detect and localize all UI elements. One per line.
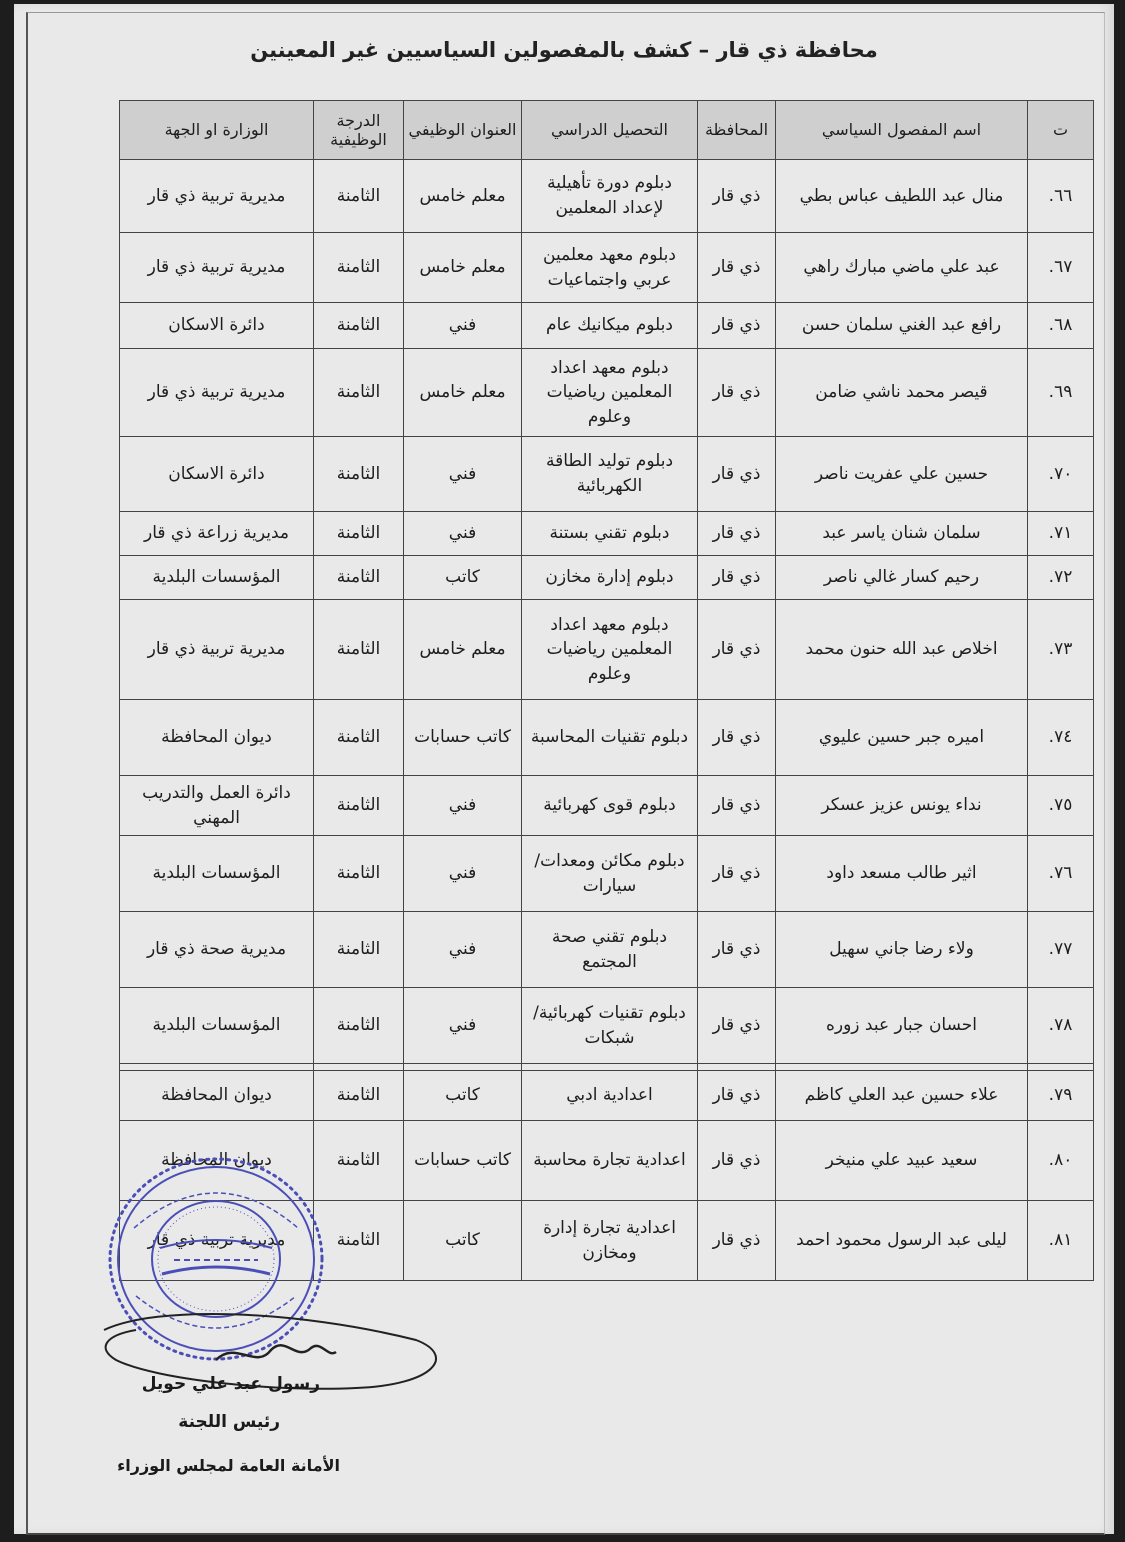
cell-province: ذي قار <box>698 700 776 776</box>
cell-job-title: فني <box>404 437 522 512</box>
cell-ministry: مديرية صحة ذي قار <box>120 912 314 988</box>
cell-province: ذي قار <box>698 1121 776 1201</box>
cell-job-title: كاتب <box>404 556 522 600</box>
cell-education: دبلوم تقني بستنة <box>522 512 698 556</box>
cell-job-title: فني <box>404 988 522 1064</box>
cell-seq: ٦٨. <box>1028 303 1094 349</box>
cell-seq: ٧٥. <box>1028 776 1094 836</box>
cell-name: اثير طالب مسعد داود <box>776 836 1028 912</box>
cell-ministry: المؤسسات البلدية <box>120 988 314 1064</box>
cell-job-title: معلم خامس <box>404 160 522 233</box>
cell-name: سلمان شنان ياسر عبد <box>776 512 1028 556</box>
cell-education: دبلوم ميكانيك عام <box>522 303 698 349</box>
cell-job-title: معلم خامس <box>404 349 522 437</box>
table-separator-row <box>120 1064 1094 1071</box>
cell-name: ولاء رضا جاني سهيل <box>776 912 1028 988</box>
cell-ministry: المؤسسات البلدية <box>120 556 314 600</box>
cell-grade: الثامنة <box>314 303 404 349</box>
cell-ministry: مديرية تربية ذي قار <box>120 600 314 700</box>
table-row <box>120 836 1094 912</box>
cell-seq: ٧٨. <box>1028 988 1094 1064</box>
table-row <box>120 1071 1094 1121</box>
cell-ministry: مديرية تربية ذي قار <box>120 160 314 233</box>
cell-grade: الثامنة <box>314 1071 404 1121</box>
cell-province: ذي قار <box>698 437 776 512</box>
table-row <box>120 1201 1094 1281</box>
cell-name: عبد علي ماضي مبارك راهي <box>776 233 1028 303</box>
cell-job-title: فني <box>404 912 522 988</box>
table-row <box>120 912 1094 988</box>
header-seq: ت <box>1028 101 1094 160</box>
cell-job-title: معلم خامس <box>404 233 522 303</box>
cell-seq: ٧٢. <box>1028 556 1094 600</box>
cell-job-title: فني <box>404 303 522 349</box>
cell-name: اميره جبر حسين عليوي <box>776 700 1028 776</box>
document-page <box>14 4 1114 1534</box>
cell-name: رافع عبد الغني سلمان حسن <box>776 303 1028 349</box>
cell-province: ذي قار <box>698 556 776 600</box>
cell-name: نداء يونس عزيز عسكر <box>776 776 1028 836</box>
cell-grade: الثامنة <box>314 836 404 912</box>
cell-seq: ٦٩. <box>1028 349 1094 437</box>
table-row <box>120 233 1094 303</box>
cell-province: ذي قار <box>698 600 776 700</box>
cell-seq: ٧٣. <box>1028 600 1094 700</box>
signatory-name: رسول عبد علي حويل <box>141 1374 320 1394</box>
table-row <box>120 776 1094 836</box>
cell-education: دبلوم معهد معلمين عربي واجتماعيات <box>522 233 698 303</box>
cell-grade: الثامنة <box>314 988 404 1064</box>
cell-grade: الثامنة <box>314 912 404 988</box>
cell-grade: الثامنة <box>314 600 404 700</box>
cell-seq: ٦٦. <box>1028 160 1094 233</box>
cell-job-title: فني <box>404 776 522 836</box>
cell-name: حسين علي عفريت ناصر <box>776 437 1028 512</box>
cell-name: قيصر محمد ناشي ضامن <box>776 349 1028 437</box>
cell-grade: الثامنة <box>314 556 404 600</box>
table-header-row <box>120 101 1094 160</box>
cell-province: ذي قار <box>698 512 776 556</box>
cell-province: ذي قار <box>698 160 776 233</box>
header-job-title: العنوان الوظيفي <box>404 101 522 160</box>
cell-name: ليلى عبد الرسول محمود احمد <box>776 1201 1028 1281</box>
cell-ministry: ديوان المحافظة <box>120 700 314 776</box>
table-row <box>120 437 1094 512</box>
cell-education: دبلوم تقني صحة المجتمع <box>522 912 698 988</box>
cell-ministry: مديرية تربية ذي قار <box>120 1201 314 1281</box>
cell-education: دبلوم مكائن ومعدات/سيارات <box>522 836 698 912</box>
cell-seq: ٧٦. <box>1028 836 1094 912</box>
cell-education: اعدادية تجارة محاسبة <box>522 1121 698 1201</box>
cell-grade: الثامنة <box>314 1121 404 1201</box>
cell-ministry: مديرية زراعة ذي قار <box>120 512 314 556</box>
table-row <box>120 700 1094 776</box>
signatory-organization: الأمانة العامة لمجلس الوزراء <box>117 1456 340 1475</box>
cell-ministry: ديوان المحافظة <box>120 1121 314 1201</box>
cell-name: اخلاص عبد الله حنون محمد <box>776 600 1028 700</box>
cell-seq: ٦٧. <box>1028 233 1094 303</box>
cell-seq: ٨٠. <box>1028 1121 1094 1201</box>
cell-province: ذي قار <box>698 836 776 912</box>
cell-seq: ٧٩. <box>1028 1071 1094 1121</box>
header-province: المحافظة <box>698 101 776 160</box>
cell-education: دبلوم تقنيات المحاسبة <box>522 700 698 776</box>
cell-job-title: فني <box>404 512 522 556</box>
cell-education: دبلوم معهد اعداد المعلمين رياضيات وعلوم <box>522 349 698 437</box>
cell-education: دبلوم معهد اعداد المعلمين رياضيات وعلوم <box>522 600 698 700</box>
table-row <box>120 512 1094 556</box>
cell-ministry: دائرة الاسكان <box>120 437 314 512</box>
cell-job-title: فني <box>404 836 522 912</box>
table-row <box>120 988 1094 1064</box>
cell-seq: ٧٠. <box>1028 437 1094 512</box>
table-row <box>120 600 1094 700</box>
cell-grade: الثامنة <box>314 700 404 776</box>
cell-province: ذي قار <box>698 988 776 1064</box>
cell-province: ذي قار <box>698 912 776 988</box>
cell-province: ذي قار <box>698 303 776 349</box>
cell-job-title: كاتب حسابات <box>404 1121 522 1201</box>
cell-seq: ٧٧. <box>1028 912 1094 988</box>
header-grade: الدرجة الوظيفية <box>314 101 404 160</box>
cell-grade: الثامنة <box>314 160 404 233</box>
cell-province: ذي قار <box>698 349 776 437</box>
cell-ministry: مديرية تربية ذي قار <box>120 349 314 437</box>
cell-grade: الثامنة <box>314 349 404 437</box>
cell-ministry: دائرة الاسكان <box>120 303 314 349</box>
table-row <box>120 1121 1094 1201</box>
cell-job-title: كاتب حسابات <box>404 700 522 776</box>
cell-grade: الثامنة <box>314 776 404 836</box>
header-education: التحصيل الدراسي <box>522 101 698 160</box>
cell-province: ذي قار <box>698 1201 776 1281</box>
cell-ministry: المؤسسات البلدية <box>120 836 314 912</box>
cell-education: دبلوم قوى كهربائية <box>522 776 698 836</box>
cell-education: اعدادية تجارة إدارة ومخازن <box>522 1201 698 1281</box>
cell-education: دبلوم إدارة مخازن <box>522 556 698 600</box>
table-row <box>120 556 1094 600</box>
cell-name: احسان جبار عبد زوره <box>776 988 1028 1064</box>
appointees-table <box>119 100 1094 1281</box>
header-name: اسم المفصول السياسي <box>776 101 1028 160</box>
cell-seq: ٨١. <box>1028 1201 1094 1281</box>
cell-name: سعيد عبيد علي منيخر <box>776 1121 1028 1201</box>
cell-name: رحيم كسار غالي ناصر <box>776 556 1028 600</box>
cell-name: منال عبد اللطيف عباس بطي <box>776 160 1028 233</box>
table-row <box>120 303 1094 349</box>
cell-ministry: ديوان المحافظة <box>120 1071 314 1121</box>
cell-job-title: كاتب <box>404 1071 522 1121</box>
cell-ministry: مديرية تربية ذي قار <box>120 233 314 303</box>
cell-education: دبلوم تقنيات كهربائية/شبكات <box>522 988 698 1064</box>
cell-province: ذي قار <box>698 1071 776 1121</box>
cell-grade: الثامنة <box>314 1201 404 1281</box>
cell-grade: الثامنة <box>314 437 404 512</box>
header-ministry: الوزارة او الجهة <box>120 101 314 160</box>
cell-education: دبلوم دورة تأهيلية لإعداد المعلمين <box>522 160 698 233</box>
cell-province: ذي قار <box>698 776 776 836</box>
cell-grade: الثامنة <box>314 512 404 556</box>
cell-province: ذي قار <box>698 233 776 303</box>
cell-name: علاء حسين عبد العلي كاظم <box>776 1071 1028 1121</box>
cell-job-title: كاتب <box>404 1201 522 1281</box>
cell-job-title: معلم خامس <box>404 600 522 700</box>
cell-ministry: دائرة العمل والتدريب المهني <box>120 776 314 836</box>
cell-seq: ٧١. <box>1028 512 1094 556</box>
signatory-role: رئيس اللجنة <box>178 1412 280 1432</box>
cell-education: دبلوم توليد الطاقة الكهربائية <box>522 437 698 512</box>
cell-grade: الثامنة <box>314 233 404 303</box>
cell-seq: ٧٤. <box>1028 700 1094 776</box>
table-row <box>120 160 1094 233</box>
table-row <box>120 349 1094 437</box>
page-title: محافظة ذي قار – كشف بالمفصولين السياسيين غير المعينين <box>250 38 878 62</box>
cell-education: اعدادية ادبي <box>522 1071 698 1121</box>
